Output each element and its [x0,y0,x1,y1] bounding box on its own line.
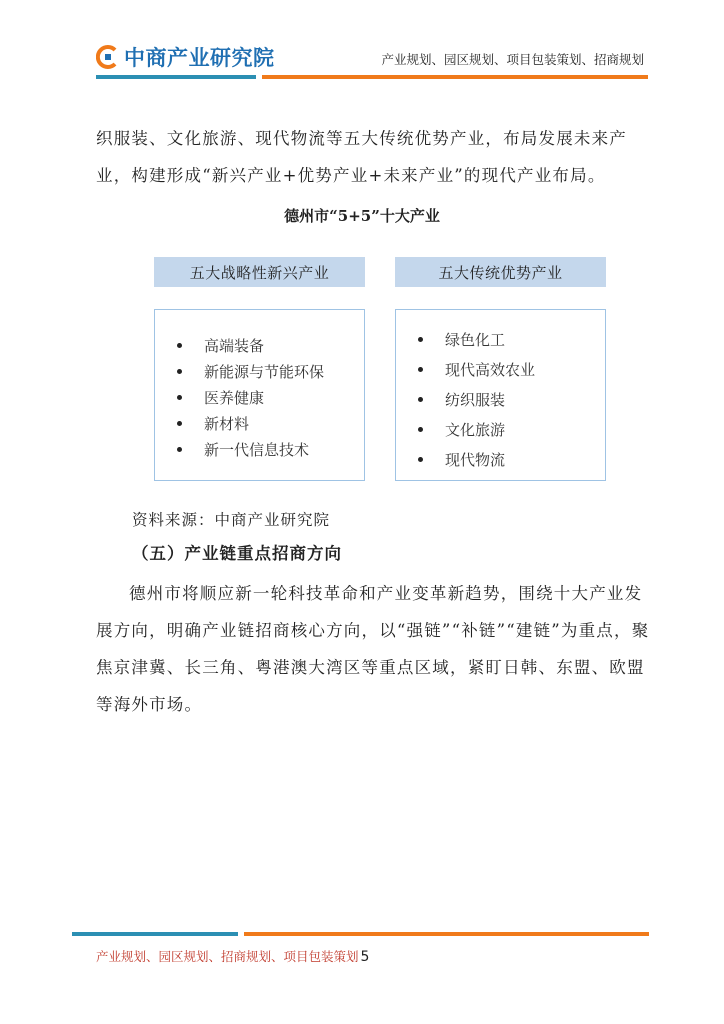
header-rule-blue [96,75,256,79]
strategic-industries-heading: 五大战略性新兴产业 [154,257,365,287]
bullet-icon [418,397,423,402]
footer [96,947,369,965]
list-item: 新能源与节能环保 [177,358,324,384]
page-number: 5 [360,949,370,965]
bullet-icon [177,395,182,400]
footer-rule-blue [72,932,238,936]
strategic-industries-box [154,309,365,481]
bullet-icon [177,421,182,426]
body-paragraph-2: 德州市将顺应新一轮科技革命和产业变革新趋势，围绕十大产业发展方向，明确产业链招商核心方向，以“强链”“补链”“建链”为重点，聚焦京津冀、长三角、粤港澳大湾区等重点区域，紧盯日韩、东盟、欧盟等海外市场。 [96,584,650,714]
list-item: 纺织服装 [418,384,535,414]
logo-text: 中商产业研究院 [124,46,275,70]
section-heading: （五）产业链重点招商方向 [132,544,342,563]
header-tagline: 产业规划、园区规划、项目包装策划、招商规划 [381,52,644,67]
company-logo [96,44,275,70]
list-item: 现代物流 [418,444,535,474]
traditional-industries-box [395,309,606,481]
list-item: 新材料 [177,410,324,436]
list-item: 新一代信息技术 [177,436,324,462]
list-item: 医养健康 [177,384,324,410]
logo-c-icon [96,45,120,69]
bullet-icon [177,343,182,348]
list-item: 绿色化工 [418,324,535,354]
list-item: 高端装备 [177,332,324,358]
traditional-industries-list [418,324,535,474]
bullet-icon [177,369,182,374]
bullet-icon [418,427,423,432]
bullet-icon [418,367,423,372]
body-paragraph-1: 织服装、文化旅游、现代物流等五大传统优势产业，布局发展未来产业，构建形成“新兴产业+优势产业+未来产业”的现代产业布局。 [96,129,627,185]
list-item: 文化旅游 [418,414,535,444]
figure-source: 资料来源：中商产业研究院 [132,511,331,529]
traditional-industries-heading: 五大传统优势产业 [395,257,606,287]
header-rule-orange [262,75,648,79]
bullet-icon [177,447,182,452]
list-item: 现代高效农业 [418,354,535,384]
footer-tagline: 产业规划、园区规划、招商规划、项目包装策划 [96,949,359,964]
bullet-icon [418,457,423,462]
strategic-industries-list [177,332,324,462]
footer-rule-orange [244,932,649,936]
bullet-icon [418,337,423,342]
figure-title: 德州市“5+5”十大产业 [284,207,440,225]
